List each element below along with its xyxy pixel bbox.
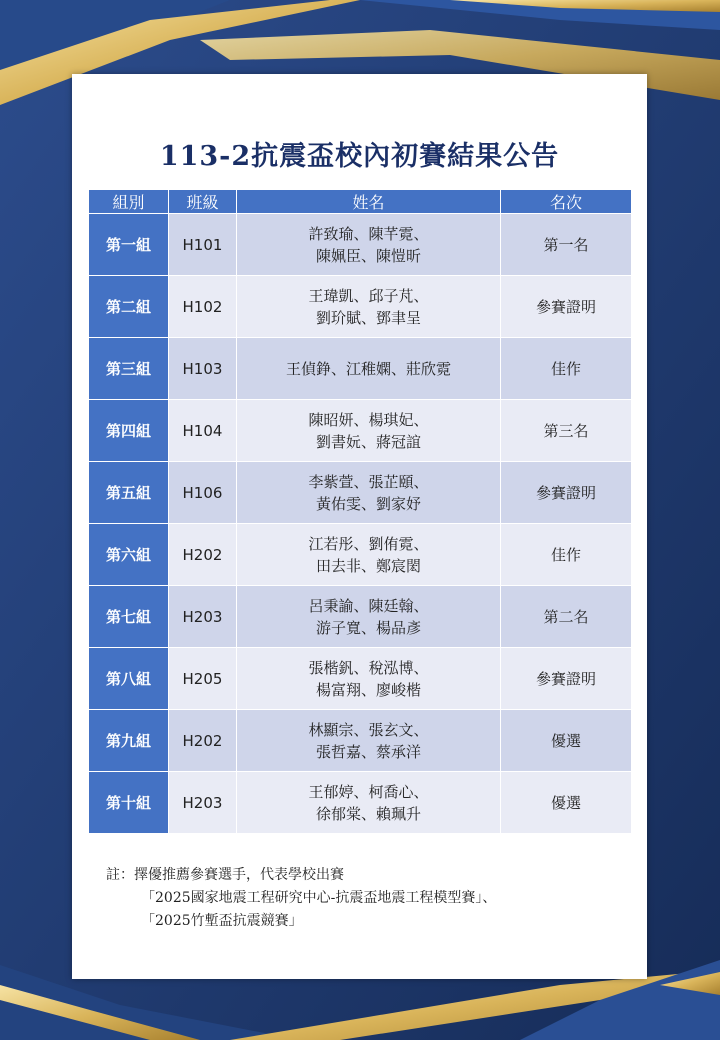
group-cell: 第五組: [89, 462, 169, 524]
table-header-row: [89, 190, 632, 214]
table-row: [89, 524, 632, 586]
names-cell: [237, 214, 501, 276]
footnote: [106, 864, 626, 933]
names-cell: [237, 524, 501, 586]
rank-cell: 參賽證明: [501, 648, 632, 710]
table-row: [89, 276, 632, 338]
names-cell: [237, 462, 501, 524]
class-cell: H103: [169, 338, 237, 400]
name-line: 張楷釩、稅泓博、: [308, 658, 429, 677]
results-table: [88, 189, 632, 834]
group-cell: 第七組: [89, 586, 169, 648]
rank-cell: 參賽證明: [501, 276, 632, 338]
rank-cell: 佳作: [501, 524, 632, 586]
group-cell: 第九組: [89, 710, 169, 772]
footnote-line: 註：擇優推薦參賽選手，代表學校出賽: [106, 867, 344, 883]
names-cell: [237, 710, 501, 772]
names-cell: [237, 276, 501, 338]
rank-cell: 第三名: [501, 400, 632, 462]
name-line: 張哲嘉、蔡承洋: [315, 742, 421, 761]
results-body: [89, 214, 632, 834]
class-cell: H202: [169, 524, 237, 586]
table-row: [89, 772, 632, 834]
header-names: 姓名: [237, 190, 501, 214]
names-cell: [237, 338, 501, 400]
group-cell: 第十組: [89, 772, 169, 834]
group-cell: 第三組: [89, 338, 169, 400]
footnote-line: 「2025竹塹盃抗震競賽」: [141, 913, 303, 929]
rank-cell: 第一名: [501, 214, 632, 276]
table-row: [89, 400, 632, 462]
name-line: 劉玠賦、鄧聿呈: [315, 308, 421, 327]
name-line: 林顯宗、張玄文、: [308, 720, 429, 739]
name-line: 李紫萱、張芷頤、: [308, 472, 429, 491]
class-cell: H106: [169, 462, 237, 524]
group-cell: 第一組: [89, 214, 169, 276]
rank-cell: 優選: [501, 710, 632, 772]
name-line: 劉書妧、蔣冠誼: [315, 432, 421, 451]
group-cell: 第二組: [89, 276, 169, 338]
group-cell: 第四組: [89, 400, 169, 462]
rank-cell: 優選: [501, 772, 632, 834]
name-line: 陳昭妍、楊琪妃、: [308, 410, 429, 429]
name-line: 游子寬、楊品彥: [315, 618, 421, 637]
table-row: [89, 338, 632, 400]
names-cell: [237, 648, 501, 710]
rank-cell: 第二名: [501, 586, 632, 648]
names-cell: [237, 586, 501, 648]
table-row: [89, 462, 632, 524]
class-cell: H203: [169, 586, 237, 648]
class-cell: H101: [169, 214, 237, 276]
class-cell: H203: [169, 772, 237, 834]
name-line: 陳姵臣、陳愷昕: [315, 246, 421, 265]
group-cell: 第六組: [89, 524, 169, 586]
name-line: 王偵錚、江稚嫻、莊欣霓: [285, 359, 451, 378]
class-cell: H202: [169, 710, 237, 772]
name-line: 楊富翔、廖峻楷: [315, 680, 421, 699]
class-cell: H205: [169, 648, 237, 710]
name-line: 江若彤、劉侑霓、: [308, 534, 429, 553]
header-group: 組別: [89, 190, 169, 214]
group-cell: 第八組: [89, 648, 169, 710]
name-line: 許致瑜、陳芊霓、: [308, 224, 429, 243]
names-cell: [237, 400, 501, 462]
name-line: 田去非、鄭宸閎: [315, 556, 421, 575]
rank-cell: 佳作: [501, 338, 632, 400]
class-cell: H102: [169, 276, 237, 338]
footnote-line: 「2025國家地震工程研究中心-抗震盃地震工程模型賽」、: [141, 890, 497, 906]
table-row: [89, 648, 632, 710]
names-cell: [237, 772, 501, 834]
name-line: 呂秉諭、陳廷翰、: [308, 596, 429, 615]
table-row: [89, 214, 632, 276]
name-line: 王瑋凱、邱子芃、: [308, 286, 429, 305]
name-line: 徐郁棠、賴珮升: [315, 804, 421, 823]
header-rank: 名次: [501, 190, 632, 214]
name-line: 王郁婷、柯喬心、: [308, 782, 429, 801]
table-row: [89, 710, 632, 772]
class-cell: H104: [169, 400, 237, 462]
header-class: 班級: [169, 190, 237, 214]
page-title: 113-2抗震盃校內初賽結果公告: [159, 141, 560, 172]
name-line: 黃佑雯、劉家妤: [315, 494, 421, 513]
rank-cell: 參賽證明: [501, 462, 632, 524]
announcement-paper: [72, 74, 647, 979]
table-row: [89, 586, 632, 648]
